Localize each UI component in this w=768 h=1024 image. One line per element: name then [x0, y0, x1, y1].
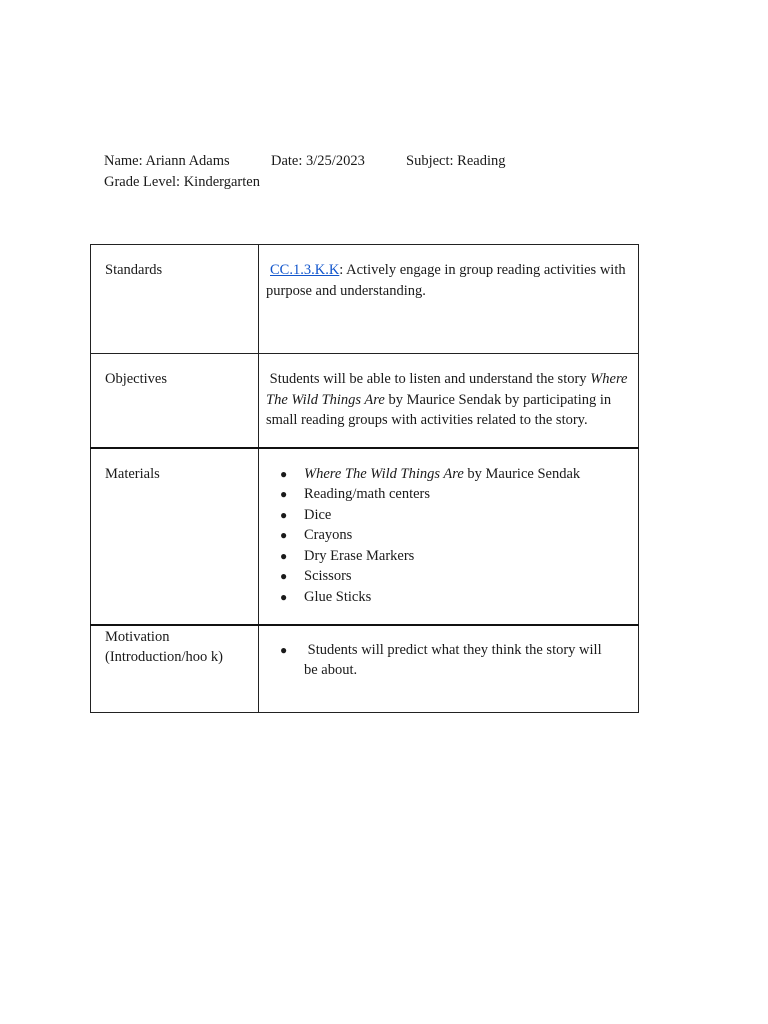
list-item [280, 587, 638, 608]
materials-list [266, 464, 638, 608]
bullet-icon: ● [280, 642, 288, 657]
objectives-label: Objectives [91, 354, 259, 448]
list-item [280, 546, 638, 567]
header-line-1 [104, 151, 505, 172]
list-item [280, 505, 638, 526]
materials-item-label: Dry Erase Markers [304, 547, 415, 564]
materials-item-label: Crayons [304, 527, 353, 544]
table-row-standards [91, 245, 639, 354]
bullet-icon: ● [280, 528, 288, 543]
list-item [280, 525, 638, 546]
table-row-motivation [91, 625, 639, 713]
bullet-icon: ● [280, 548, 288, 563]
bullet-icon: ● [280, 569, 288, 584]
lesson-subject: Subject: Reading [406, 153, 506, 169]
standard-code-link[interactable]: CC.1.3.K.K [270, 262, 340, 278]
motivation-content [259, 625, 639, 713]
student-name: Name: Ariann Adams [104, 153, 230, 169]
objectives-content [259, 354, 639, 448]
motivation-label: Motivation (Introduction/hoo k) [91, 625, 259, 713]
bullet-icon: ● [280, 466, 288, 481]
materials-item-label: Glue Sticks [304, 589, 372, 606]
table-row-objectives [91, 354, 639, 448]
standards-description: : Actively engage in group reading activities with purpose and understanding. [266, 262, 626, 299]
bullet-icon: ● [280, 507, 288, 522]
list-item [280, 464, 638, 485]
document-header [104, 151, 505, 193]
bullet-icon: ● [280, 487, 288, 502]
lesson-date: Date: 3/25/2023 [271, 153, 365, 169]
motivation-item-text: Students will predict what they think the story will be about. [304, 641, 602, 679]
objectives-text-before: Students will be able to listen and understand the story [269, 371, 591, 387]
list-item [280, 484, 638, 505]
standards-content [259, 245, 639, 354]
objectives-text-after: by Maurice Sendak by participating in small reading groups with activities related to the story. [266, 391, 612, 429]
grade-level: Grade Level: Kindergarten [104, 174, 260, 190]
bullet-icon: ● [280, 590, 288, 605]
materials-book-author: by Maurice Sendak [463, 465, 581, 482]
table-row-materials [91, 448, 639, 625]
materials-item-label: Reading/math centers [304, 486, 431, 503]
materials-label: Materials [91, 448, 259, 625]
motivation-list [266, 640, 638, 681]
materials-item-label: Scissors [304, 568, 352, 585]
materials-book-title: Where The Wild Things Are [304, 465, 464, 482]
materials-content [259, 448, 639, 625]
list-item [280, 640, 638, 681]
lesson-plan-table [90, 244, 639, 713]
standards-label: Standards [91, 245, 259, 354]
list-item [280, 566, 638, 587]
materials-item-label: Dice [304, 506, 332, 523]
objectives-book-title: Where The Wild Things Are [266, 371, 628, 408]
